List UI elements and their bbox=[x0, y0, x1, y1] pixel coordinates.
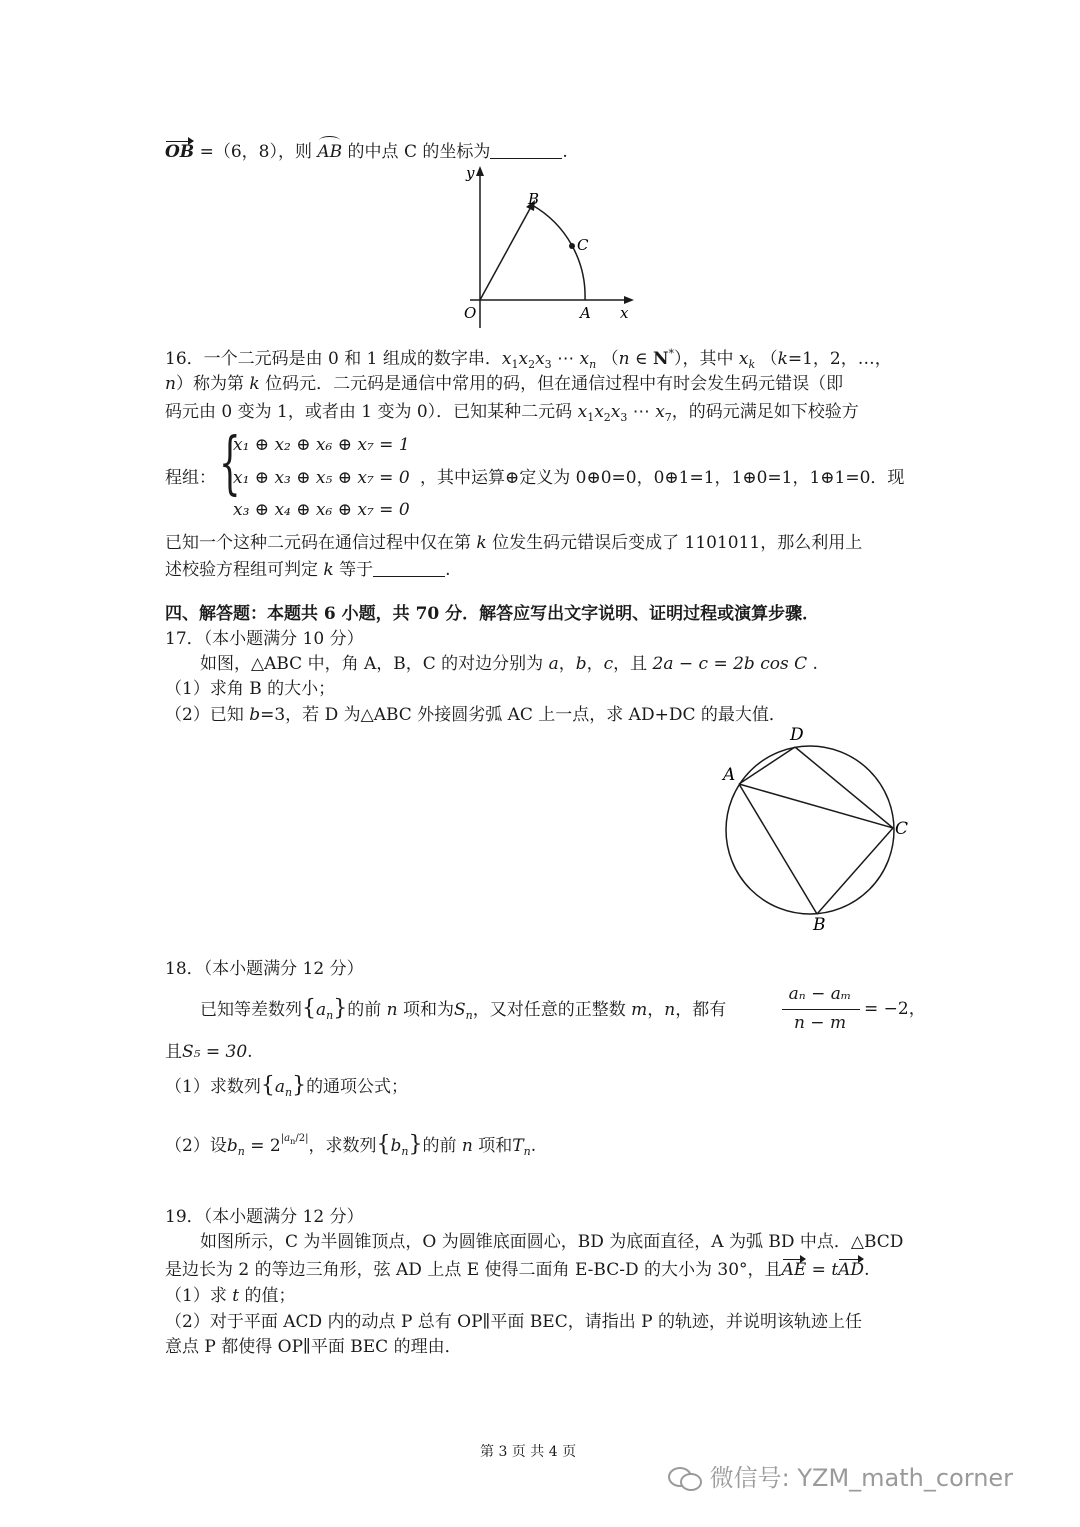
q16-line6: 述校验方程组可判定 k 等于 . bbox=[165, 560, 451, 580]
q15-line: OB =（6，8），则 AB 的中点 C 的坐标为 . bbox=[165, 142, 568, 162]
q17-part2: （2）已知 b=3，若 D 为△ABC 外接圆劣弧 AC 上一点，求 AD+DC 的最大值． bbox=[165, 705, 786, 725]
q17-line1: 如图，△ABC 中，角 A，B，C 的对边分别为 a，b，c，且 2a − c = 2b cos C . bbox=[200, 654, 818, 674]
fraction-denominator: n − m bbox=[793, 1013, 847, 1033]
section-heading: 四、解答题：本题共 6 小题，共 70 分．解答应写出文字说明、证明过程或演算步骤． bbox=[165, 604, 820, 624]
fraction-numerator: aₙ − aₘ bbox=[788, 984, 852, 1004]
fraction-rhs: = −2， bbox=[864, 999, 926, 1019]
system-eq3: x₃ ⊕ x₄ ⊕ x₆ ⊕ x₇ = 0 bbox=[233, 500, 410, 520]
wechat-icon bbox=[668, 1465, 702, 1489]
system-brace: { bbox=[219, 424, 241, 503]
q19-part1: （1）求 t 的值； bbox=[165, 1286, 296, 1306]
q17-part1: （1）求角 B 的大小； bbox=[165, 679, 336, 699]
label-b: B bbox=[528, 190, 540, 208]
label-o: O bbox=[464, 304, 477, 322]
figure-quarter-arc bbox=[440, 160, 650, 330]
q17-equation: 2a − c = 2b cos C bbox=[652, 654, 808, 674]
answer-blank bbox=[490, 140, 562, 159]
q15-eq: =（6，8），则 bbox=[194, 142, 318, 162]
label-b: B bbox=[813, 915, 826, 934]
q19-part2: （2）对于平面 ACD 内的动点 P 总有 OP∥平面 BEC，请指出 P 的轨迹，并说明该轨迹上任 bbox=[165, 1312, 862, 1332]
q16-prog-label: 程组： bbox=[165, 468, 216, 488]
page-footer: 第 3 页 共 4 页 bbox=[480, 1444, 577, 1460]
q16-line1: 16．一个二元码是由 0 和 1 组成的数字串．$x_1x_2x_3$ ⋯ $x_n$ （n ∈ N*），其中 $x_k$ （k=1，2，…， bbox=[165, 347, 892, 371]
q19-line1: 如图所示，C 为半圆锥顶点，O 为圆锥底面圆心，BD 为底面直径，A 为弧 BD 中点．△BCD bbox=[200, 1232, 904, 1252]
label-d: D bbox=[790, 725, 804, 745]
q18-head: 18．（本小题满分 12 分） bbox=[165, 959, 364, 979]
fraction-bar bbox=[782, 1009, 860, 1010]
label-a: A bbox=[580, 304, 591, 322]
q18-line2: 且S₅ = 30. bbox=[165, 1042, 253, 1062]
vector-ob: OB bbox=[165, 142, 195, 162]
q15-tail: 的中点 C 的坐标为 bbox=[342, 142, 491, 162]
system-eq2-tail: ，其中运算⊕定义为 0⊕0=0，0⊕1=1，1⊕0=1，1⊕1=0．现 bbox=[420, 468, 905, 488]
label-y: y bbox=[466, 164, 475, 182]
label-c: C bbox=[577, 236, 589, 254]
label-x: x bbox=[620, 304, 629, 322]
system-eq1: x₁ ⊕ x₂ ⊕ x₆ ⊕ x₇ = 1 bbox=[233, 435, 410, 455]
watermark-text: 微信号: YZM_math_corner bbox=[709, 1464, 1014, 1492]
q19-line2: 是边长为 2 的等边三角形，弦 AD 上点 E 使得二面角 E-BC-D 的大小为 30°，且AE = tAD. bbox=[165, 1260, 870, 1280]
q19-head: 19．（本小题满分 12 分） bbox=[165, 1207, 364, 1227]
system-eq2: x₁ ⊕ x₃ ⊕ x₅ ⊕ x₇ = 0 bbox=[233, 468, 410, 488]
q17-head: 17．（本小题满分 10 分） bbox=[165, 629, 364, 649]
figure-circle-abcd bbox=[715, 722, 920, 934]
arc-ab: AB bbox=[317, 142, 343, 162]
q18-line1: 已知等差数列$\{a_n\}$的前 n 项和为$S_n$，又对任意的正整数 m，n，都有 bbox=[200, 996, 727, 1022]
label-a: A bbox=[723, 765, 736, 785]
q16-line5: 已知一个这种二元码在通信过程中仅在第 k 位发生码元错误后变成了 1101011，那么利用上 bbox=[165, 533, 863, 553]
q18-part2: （2）设$b_n = 2^{|a_n/2|}$，求数列$\{b_n\}$的前 n 项和$T_n$. bbox=[165, 1132, 537, 1158]
label-c: C bbox=[895, 819, 909, 839]
q18-part1: （1）求数列$\{a_n\}$的通项公式； bbox=[165, 1073, 409, 1099]
q19-part2-cont: 意点 P 都使得 OP∥平面 BEC 的理由． bbox=[165, 1337, 462, 1357]
q16-line3: 码元由 0 变为 1，或者由 1 变为 0）．已知某种二元码 $x_1x_2x_3$ ⋯ $x_7$，的码元满足如下校验方 bbox=[165, 402, 859, 424]
q16-line2: n）称为第 k 位码元．二元码是通信中常用的码，但在通信过程中有时会发生码元错误（即 bbox=[165, 374, 844, 394]
watermark bbox=[668, 1458, 1013, 1493]
